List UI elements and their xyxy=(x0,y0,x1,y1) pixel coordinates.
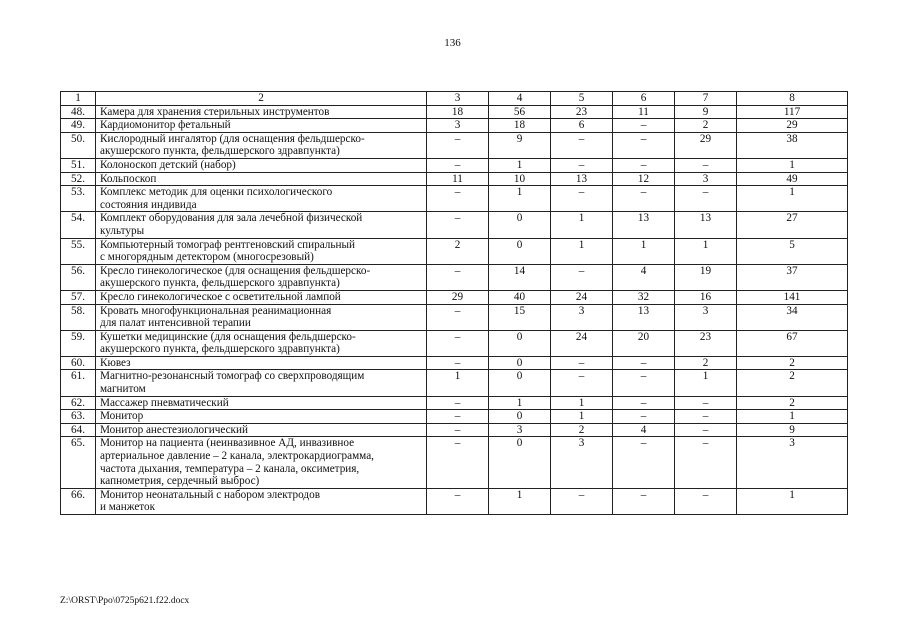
row-number: 57. xyxy=(61,290,96,304)
table-row xyxy=(61,330,848,356)
row-number: 58. xyxy=(61,304,96,330)
quantity-value: 3 xyxy=(427,119,489,133)
quantity-value: 56 xyxy=(489,105,551,119)
quantity-value: 23 xyxy=(675,330,737,356)
page-number: 136 xyxy=(444,37,461,49)
header-row xyxy=(61,92,848,106)
quantity-value: 2 xyxy=(427,238,489,264)
quantity-value: 3 xyxy=(551,437,613,488)
quantity-value: 2 xyxy=(675,119,737,133)
quantity-value: 19 xyxy=(675,264,737,290)
table-row xyxy=(61,264,848,290)
quantity-value: – xyxy=(613,437,675,488)
column-header: 6 xyxy=(613,92,675,106)
footer-file-path: Z:\ORST\Ppo\0725p621.f22.docx xyxy=(60,596,190,606)
column-header: 1 xyxy=(61,92,96,106)
quantity-value: 3 xyxy=(489,423,551,437)
quantity-value: – xyxy=(613,186,675,212)
quantity-value: 32 xyxy=(613,290,675,304)
row-number: 49. xyxy=(61,119,96,133)
equipment-name xyxy=(96,330,427,356)
quantity-value: 23 xyxy=(551,105,613,119)
quantity-value: 2 xyxy=(675,356,737,370)
total-value: 49 xyxy=(737,172,848,186)
equipment-name xyxy=(96,410,427,424)
quantity-value: – xyxy=(613,356,675,370)
table-row xyxy=(61,410,848,424)
quantity-value: 13 xyxy=(613,304,675,330)
row-number: 56. xyxy=(61,264,96,290)
quantity-value: – xyxy=(551,370,613,396)
total-value: 1 xyxy=(737,158,848,172)
equipment-name-line: Кресло гинекологическое (для оснащения фельдшерско- xyxy=(100,264,371,277)
table-row xyxy=(61,437,848,488)
quantity-value: – xyxy=(551,186,613,212)
quantity-value: 4 xyxy=(613,423,675,437)
equipment-name-line: Кювез xyxy=(100,356,131,369)
table-row xyxy=(61,212,848,238)
equipment-name xyxy=(96,158,427,172)
equipment-name-line: Комплекс методик для оценки психологического xyxy=(100,186,333,199)
quantity-value: 16 xyxy=(675,290,737,304)
equipment-name xyxy=(96,423,427,437)
quantity-value: 13 xyxy=(613,212,675,238)
row-number: 61. xyxy=(61,370,96,396)
equipment-name-line: Кардиомонитор фетальный xyxy=(100,119,231,132)
quantity-value: 1 xyxy=(489,186,551,212)
equipment-table xyxy=(60,91,848,515)
quantity-value: 1 xyxy=(489,396,551,410)
row-number: 52. xyxy=(61,172,96,186)
equipment-name-line: Монитор неонатальный с набором электродов xyxy=(100,488,320,501)
quantity-value: – xyxy=(427,437,489,488)
quantity-value: 20 xyxy=(613,330,675,356)
quantity-value: 0 xyxy=(489,356,551,370)
quantity-value: 9 xyxy=(489,132,551,158)
quantity-value: – xyxy=(427,186,489,212)
quantity-value: 40 xyxy=(489,290,551,304)
quantity-value: – xyxy=(551,488,613,514)
quantity-value: – xyxy=(675,186,737,212)
quantity-value: 1 xyxy=(489,488,551,514)
quantity-value: 11 xyxy=(427,172,489,186)
table-row xyxy=(61,290,848,304)
quantity-value: – xyxy=(613,132,675,158)
quantity-value: – xyxy=(675,488,737,514)
total-value: 2 xyxy=(737,396,848,410)
equipment-name xyxy=(96,119,427,133)
row-number: 54. xyxy=(61,212,96,238)
total-value: 38 xyxy=(737,132,848,158)
quantity-value: 29 xyxy=(427,290,489,304)
equipment-name-line: состояния индивида xyxy=(100,198,197,211)
total-value: 3 xyxy=(737,437,848,488)
equipment-name-line: Кушетки медицинские (для оснащения фельдшерско- xyxy=(100,330,356,343)
quantity-value: – xyxy=(551,356,613,370)
quantity-value: 2 xyxy=(551,423,613,437)
quantity-value: 24 xyxy=(551,330,613,356)
quantity-value: – xyxy=(427,423,489,437)
table-row xyxy=(61,304,848,330)
table-row xyxy=(61,488,848,514)
equipment-name-line: акушерского пункта, фельдшерского здравпункта) xyxy=(100,343,340,356)
quantity-value: – xyxy=(427,396,489,410)
total-value: 1 xyxy=(737,410,848,424)
table-row xyxy=(61,423,848,437)
row-number: 55. xyxy=(61,238,96,264)
equipment-name xyxy=(96,304,427,330)
row-number: 48. xyxy=(61,105,96,119)
quantity-value: 3 xyxy=(675,304,737,330)
quantity-value: 4 xyxy=(613,264,675,290)
quantity-value: – xyxy=(613,119,675,133)
row-number: 65. xyxy=(61,437,96,488)
equipment-name-line: Кольпоскоп xyxy=(100,172,157,185)
total-value: 141 xyxy=(737,290,848,304)
equipment-name xyxy=(96,396,427,410)
column-header: 3 xyxy=(427,92,489,106)
quantity-value: 13 xyxy=(551,172,613,186)
quantity-value: 29 xyxy=(675,132,737,158)
table-row xyxy=(61,356,848,370)
equipment-name-line: Камера для хранения стерильных инструментов xyxy=(100,105,330,118)
quantity-value: – xyxy=(675,396,737,410)
total-value: 9 xyxy=(737,423,848,437)
equipment-name-line: Массажер пневматический xyxy=(100,396,229,409)
row-number: 51. xyxy=(61,158,96,172)
equipment-name-line: артериальное давление – 2 канала, электрокардиограмма, xyxy=(100,450,374,463)
table-row xyxy=(61,132,848,158)
quantity-value: – xyxy=(551,158,613,172)
equipment-name-line: Кровать многофункциональная реанимационная xyxy=(100,304,332,317)
quantity-value: – xyxy=(427,132,489,158)
equipment-name-line: акушерского пункта, фельдшерского здравпункта) xyxy=(100,145,340,158)
quantity-value: – xyxy=(427,212,489,238)
equipment-name-line: акушерского пункта, фельдшерского здравпункта) xyxy=(100,277,340,290)
quantity-value: 1 xyxy=(427,370,489,396)
equipment-name-line: Компьютерный томограф рентгеновский спиральный xyxy=(100,238,355,251)
total-value: 1 xyxy=(737,186,848,212)
total-value: 27 xyxy=(737,212,848,238)
equipment-name-line: Комплект оборудования для зала лечебной физической xyxy=(100,212,363,225)
column-header: 2 xyxy=(96,92,427,106)
table-row xyxy=(61,105,848,119)
total-value: 37 xyxy=(737,264,848,290)
equipment-name xyxy=(96,437,427,488)
quantity-value: – xyxy=(613,396,675,410)
quantity-value: 1 xyxy=(675,370,737,396)
quantity-value: – xyxy=(613,410,675,424)
equipment-name-line: Магнитно-резонансный томограф со сверхпроводящим xyxy=(100,370,365,383)
total-value: 2 xyxy=(737,370,848,396)
row-number: 64. xyxy=(61,423,96,437)
table-row xyxy=(61,172,848,186)
quantity-value: 1 xyxy=(675,238,737,264)
equipment-name xyxy=(96,238,427,264)
quantity-value: 1 xyxy=(489,158,551,172)
equipment-name xyxy=(96,356,427,370)
equipment-name-line: Монитор xyxy=(100,410,144,423)
quantity-value: – xyxy=(551,264,613,290)
total-value: 5 xyxy=(737,238,848,264)
total-value: 34 xyxy=(737,304,848,330)
quantity-value: – xyxy=(613,370,675,396)
quantity-value: – xyxy=(613,488,675,514)
quantity-value: 0 xyxy=(489,437,551,488)
equipment-name xyxy=(96,105,427,119)
total-value: 2 xyxy=(737,356,848,370)
column-header: 5 xyxy=(551,92,613,106)
table-row xyxy=(61,238,848,264)
quantity-value: 1 xyxy=(551,212,613,238)
row-number: 66. xyxy=(61,488,96,514)
quantity-value: 18 xyxy=(427,105,489,119)
quantity-value: – xyxy=(427,158,489,172)
table-row xyxy=(61,186,848,212)
quantity-value: – xyxy=(613,158,675,172)
quantity-value: 0 xyxy=(489,410,551,424)
quantity-value: 13 xyxy=(675,212,737,238)
quantity-value: – xyxy=(427,410,489,424)
equipment-name-line: Кислородный ингалятор (для оснащения фельдшерско- xyxy=(100,132,365,145)
column-header: 8 xyxy=(737,92,848,106)
equipment-name-line: и манжеток xyxy=(100,501,156,514)
equipment-name-line: Кресло гинекологическое с осветительной лампой xyxy=(100,290,341,303)
equipment-name xyxy=(96,290,427,304)
quantity-value: – xyxy=(427,264,489,290)
total-value: 29 xyxy=(737,119,848,133)
quantity-value: 15 xyxy=(489,304,551,330)
row-number: 60. xyxy=(61,356,96,370)
total-value: 67 xyxy=(737,330,848,356)
equipment-name-line: культуры xyxy=(100,224,145,237)
row-number: 63. xyxy=(61,410,96,424)
quantity-value: – xyxy=(427,330,489,356)
equipment-name xyxy=(96,488,427,514)
column-header: 7 xyxy=(675,92,737,106)
equipment-name-line: капнометрия, сердечный выброс) xyxy=(100,475,260,488)
table-row xyxy=(61,158,848,172)
equipment-name xyxy=(96,212,427,238)
quantity-value: 0 xyxy=(489,330,551,356)
quantity-value: 0 xyxy=(489,370,551,396)
quantity-value: – xyxy=(427,304,489,330)
quantity-value: – xyxy=(551,132,613,158)
equipment-name-line: магнитом xyxy=(100,383,146,396)
quantity-value: 0 xyxy=(489,238,551,264)
table-row xyxy=(61,370,848,396)
quantity-value: – xyxy=(675,158,737,172)
table-body xyxy=(61,105,848,514)
quantity-value: 6 xyxy=(551,119,613,133)
quantity-value: 0 xyxy=(489,212,551,238)
total-value: 117 xyxy=(737,105,848,119)
equipment-name-line: Колоноскоп детский (набор) xyxy=(100,158,236,171)
equipment-name-line: Монитор на пациента (неинвазивное АД, инвазивное xyxy=(100,437,355,450)
quantity-value: 3 xyxy=(551,304,613,330)
equipment-name xyxy=(96,132,427,158)
quantity-value: – xyxy=(675,423,737,437)
quantity-value: 14 xyxy=(489,264,551,290)
quantity-value: – xyxy=(427,488,489,514)
row-number: 50. xyxy=(61,132,96,158)
quantity-value: 10 xyxy=(489,172,551,186)
row-number: 59. xyxy=(61,330,96,356)
equipment-name xyxy=(96,370,427,396)
equipment-name xyxy=(96,172,427,186)
column-header: 4 xyxy=(489,92,551,106)
quantity-value: 18 xyxy=(489,119,551,133)
equipment-name-line: с многорядным детектором (многосрезовый) xyxy=(100,251,314,264)
table-row xyxy=(61,119,848,133)
equipment-name-line: для палат интенсивной терапии xyxy=(100,317,251,330)
equipment-name xyxy=(96,186,427,212)
equipment-name-line: Монитор анестезиологический xyxy=(100,423,248,436)
quantity-value: 1 xyxy=(551,410,613,424)
quantity-value: 12 xyxy=(613,172,675,186)
quantity-value: – xyxy=(427,356,489,370)
total-value: 1 xyxy=(737,488,848,514)
quantity-value: 3 xyxy=(675,172,737,186)
equipment-name xyxy=(96,264,427,290)
quantity-value: – xyxy=(675,437,737,488)
quantity-value: 11 xyxy=(613,105,675,119)
equipment-name-line: частота дыхания, температура – 2 канала, оксиметрия, xyxy=(100,462,360,475)
quantity-value: 24 xyxy=(551,290,613,304)
table-row xyxy=(61,396,848,410)
row-number: 53. xyxy=(61,186,96,212)
quantity-value: 1 xyxy=(613,238,675,264)
quantity-value: 1 xyxy=(551,396,613,410)
quantity-value: 9 xyxy=(675,105,737,119)
row-number: 62. xyxy=(61,396,96,410)
quantity-value: 1 xyxy=(551,238,613,264)
quantity-value: – xyxy=(675,410,737,424)
